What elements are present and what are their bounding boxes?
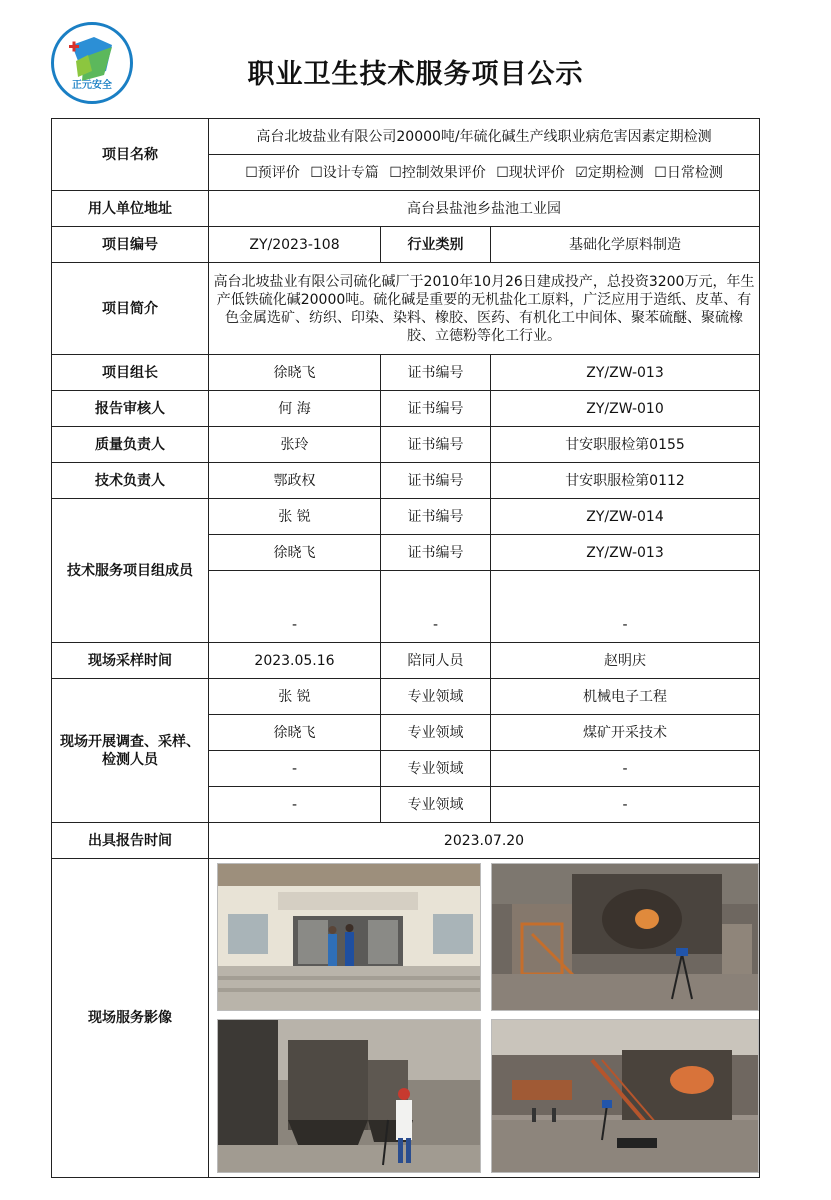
domain-label: 专业领域	[381, 715, 491, 751]
team-member-row	[52, 499, 760, 535]
photos-cell	[209, 859, 760, 1178]
intro-row	[52, 263, 760, 355]
role-label: 技术负责人	[52, 463, 209, 499]
cert-label: 证书编号	[381, 427, 491, 463]
cert-label: 证书编号	[381, 463, 491, 499]
leader-row	[52, 427, 760, 463]
checkbox-status-evaluation: ☐现状评价	[496, 164, 565, 181]
person-name: 张 锐	[209, 679, 381, 715]
cert-number: ZY/ZW-013	[491, 535, 760, 571]
project-type-options	[209, 155, 760, 191]
field-member-row	[52, 679, 760, 715]
sampling-row	[52, 643, 760, 679]
leader-row	[52, 463, 760, 499]
person-name: 何 海	[209, 391, 381, 427]
logo-text: 正元安全	[72, 80, 112, 91]
domain-value: -	[491, 787, 760, 823]
checkbox-control-effect: ☐控制效果评价	[389, 164, 486, 181]
cert-number: 甘安职服检第0112	[491, 463, 760, 499]
cert-label: 证书编号	[381, 391, 491, 427]
leader-row	[52, 391, 760, 427]
site-photo-worker	[217, 1019, 481, 1173]
checkbox-icon: ☐	[654, 164, 667, 181]
checkbox-icon: ☐	[389, 164, 402, 181]
report-label: 出具报告时间	[52, 823, 209, 859]
site-photo-furnace	[491, 863, 759, 1011]
cert-label: 证书编号	[381, 499, 491, 535]
role-label: 项目组长	[52, 355, 209, 391]
address-label: 用人单位地址	[52, 191, 209, 227]
domain-value: -	[491, 751, 760, 787]
report-date: 2023.07.20	[209, 823, 760, 859]
site-photo-entrance	[217, 863, 481, 1011]
industry-value: 基础化学原料制造	[491, 227, 760, 263]
domain-label: 专业领域	[381, 751, 491, 787]
cert-number: 甘安职服检第0155	[491, 427, 760, 463]
photo-grid	[209, 859, 759, 1177]
project-name-row	[52, 119, 760, 155]
page-title: 职业卫生技术服务项目公示	[247, 59, 584, 90]
address-value: 高台县盐池乡盐池工业园	[209, 191, 760, 227]
cert-number: ZY/ZW-010	[491, 391, 760, 427]
field-label: 现场开展调查、采样、检测人员	[52, 679, 209, 823]
domain-value: 煤矿开采技术	[491, 715, 760, 751]
industry-label: 行业类别	[381, 227, 491, 263]
domain-label: 专业领域	[381, 679, 491, 715]
person-name: 张 锐	[209, 499, 381, 535]
checkbox-pre-evaluation: ☐预评价	[245, 164, 300, 181]
checkbox-design-chapter: ☐设计专篇	[310, 164, 379, 181]
cert-label: -	[381, 571, 491, 643]
person-name: 徐晓飞	[209, 535, 381, 571]
code-label: 项目编号	[52, 227, 209, 263]
checkbox-icon: ☐	[496, 164, 509, 181]
leader-row	[52, 355, 760, 391]
domain-label: 专业领域	[381, 787, 491, 823]
sampling-time-value: 2023.05.16	[209, 643, 381, 679]
role-label: 质量负责人	[52, 427, 209, 463]
person-name: 徐晓飞	[209, 715, 381, 751]
photos-row	[52, 859, 760, 1178]
team-label: 技术服务项目组成员	[52, 499, 209, 643]
person-name: -	[209, 787, 381, 823]
checkbox-icon: ☐	[310, 164, 323, 181]
person-name: 张玲	[209, 427, 381, 463]
person-name: 徐晓飞	[209, 355, 381, 391]
sampling-time-label: 现场采样时间	[52, 643, 209, 679]
cert-label: 证书编号	[381, 355, 491, 391]
intro-label: 项目简介	[52, 263, 209, 355]
cert-number: ZY/ZW-014	[491, 499, 760, 535]
photos-label: 现场服务影像	[52, 859, 209, 1178]
cert-number: -	[491, 571, 760, 643]
code-value: ZY/2023-108	[209, 227, 381, 263]
info-table	[51, 118, 760, 1178]
person-name: -	[209, 571, 381, 643]
checkbox-daily-detection: ☐日常检测	[654, 164, 723, 181]
project-name-value: 高台北坡盐业有限公司20000吨/年硫化碱生产线职业病危害因素定期检测	[209, 119, 760, 155]
intro-value: 高台北坡盐业有限公司硫化碱厂于2010年10月26日建成投产，总投资3200万元，年生产低铁硫化碱20000吨。硫化碱是重要的无机盐化工原料，广泛应用于造纸、皮革、有色金属选矿、纺织、印染、染料、橡胶、医药、有机化工中间体、聚苯硫醚、聚硫橡胶、立德粉等化工行业。	[209, 263, 760, 355]
cert-label: 证书编号	[381, 535, 491, 571]
cert-number: ZY/ZW-013	[491, 355, 760, 391]
domain-value: 机械电子工程	[491, 679, 760, 715]
code-row	[52, 227, 760, 263]
checkbox-icon: ☐	[245, 164, 258, 181]
accompany-label: 陪同人员	[381, 643, 491, 679]
checkbox-periodic-detection: ☑定期检测	[575, 164, 644, 181]
accompany-value: 赵明庆	[491, 643, 760, 679]
checkbox-checked-icon: ☑	[575, 164, 588, 181]
address-row	[52, 191, 760, 227]
person-name: -	[209, 751, 381, 787]
site-photo-production-floor	[491, 1019, 759, 1173]
person-name: 鄂政权	[209, 463, 381, 499]
project-name-label: 项目名称	[52, 119, 209, 191]
role-label: 报告审核人	[52, 391, 209, 427]
report-row	[52, 823, 760, 859]
